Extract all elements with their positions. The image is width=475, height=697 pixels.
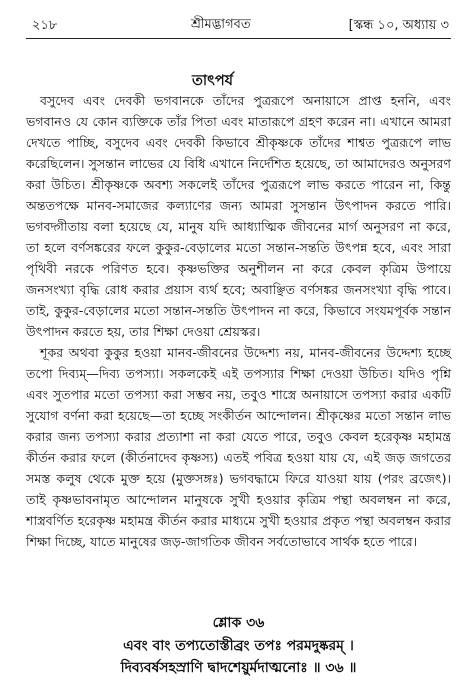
- verse-title: শ্লোক ৩৬: [212, 615, 265, 631]
- page-header: [26, 10, 451, 34]
- book-page: [26, 10, 451, 34]
- chapter-reference: [স্কন্ধ ১০, অধ্যায় ৩: [348, 18, 449, 33]
- page-number: ২১৮: [32, 18, 58, 33]
- purport-title: তাৎপর্য: [191, 73, 234, 89]
- purport-paragraph-2: শূকর অথবা কুকুর হওয়া মানব-জীবনের উদ্দেশ্য নয়, মানব-জীবনের উদ্দেশ্য হচ্ছে তপো দিব্যম্—দিব্য তপস্যা। সকলকেই এই তপস্যার শিক্ষা দেওয়া উচিত। যদিও পৃশ্নি এবং সুতপার মতো তপস্যা করা সম্ভব নয়, তবুও শাস্ত্রে অনায়াসে তপস্যা করার একটি সুযোগ বর্ণনা করা হয়েছে—তা হচ্ছে সংকীর্তন আন্দোলন। শ্রীকৃষ্ণের মতো সন্তান লাভ করার জন্য তপস্যা করার প্রত্যাশা না করা যেতে পারে, তবুও কেবল হরেকৃষ্ণ মহামন্ত্র কীর্তন করার ফলে (কীর্তনাদেব কৃষ্ণস্য) এতই পবিত্র হওয়া যায় যে, এই জড় জগতের সমস্ত কলুষ থেকে মুক্ত হয়ে (মুক্তসঙ্গঃ) ভগবদ্ধামে ফিরে যাওয়া যায় (পরং ব্রজেৎ)। তাই কৃষ্ণভাবনামৃত আন্দোলন মানুষকে সুখী হওয়ার কৃত্রিম পন্থা অবলম্বন না করে, শাস্ত্রবর্ণিত হরেকৃষ্ণ মহামন্ত্র কীর্তন করার মাধ্যমে সুখী হওয়ার প্রকৃত পন্থা অবলম্বন করার শিক্ষা দিচ্ছে, যাতে মানুষের জড়-জাগতিক জীবন সর্বতোভাবে সার্থক হতে পারে।: [26, 345, 451, 549]
- purport-body: [26, 90, 451, 552]
- purport-paragraph-1: বসুদেব এবং দেবকী ভগবানকে তাঁদের পুত্ররূপে অনায়াসে প্রাপ্ত হননি, এবং ভগবানও যে কোন ব্যক্তিকে তাঁর পিতা এবং মাতারূপে গ্রহণ করেন না। এখানে আমরা দেখতে পাচ্ছি, বসুদেব এবং দেবকী কিভাবে শ্রীকৃষ্ণকে তাঁদের শাশ্বত পুত্ররূপে লাভ করেছিলেন। সুসন্তান লাভের যে বিধি এখানে নির্দেশিত হয়েছে, তা আমাদেরও অনুসরণ করা উচিত। শ্রীকৃষ্ণকে অবশ্য সকলেই তাঁদের পুত্ররূপে লাভ করতে পারেন না, কিন্তু অন্ততপক্ষে মানব-সমাজের কল্যাণের জন্য আমরা সুসন্তান উৎপাদন করতে পারি। ভগবদ্গীতায় বলা হয়েছে যে, মানুষ যদি আধ্যাত্মিক জীবনের মার্গ অনুসরণ না করে, তা হলে বর্ণসঙ্করের ফলে কুকুর-বেড়ালের মতো সন্তান-সন্ততি উৎপন্ন হবে, এবং সারা পৃথিবী নরকে পরিণত হবে। কৃষ্ণভক্তির অনুশীলন না করে কেবল কৃত্রিম উপায়ে জনসংখ্যা বৃদ্ধি রোধ করার প্রয়াস ব্যর্থ হবে; অবাঞ্ছিত বর্ণসঙ্কর জনসংখ্যা বৃদ্ধি পাবে। তাই, কুকুর-বেড়ালের মতো সন্তান-সন্ততি উৎপাদন না করে, কিভাবে সংযমপূর্বক সন্তান উৎপাদন করতে হয়, তার শিক্ষা দেওয়া শ্রেয়স্কর।: [26, 93, 451, 339]
- verse-line-1: এবং বাং তপ্যতোস্তীব্রং তপঃ পরমদুষ্করম্ ।: [123, 638, 354, 654]
- header-divider: [26, 38, 451, 39]
- verse-line-2: দিব্যবর্ষসহস্রাণি দ্বাদশেয়ুর্মদাত্মনোঃ ॥ ৩৬ ॥: [120, 660, 357, 676]
- book-title: শ্রীমদ্ভাগবত: [191, 17, 251, 32]
